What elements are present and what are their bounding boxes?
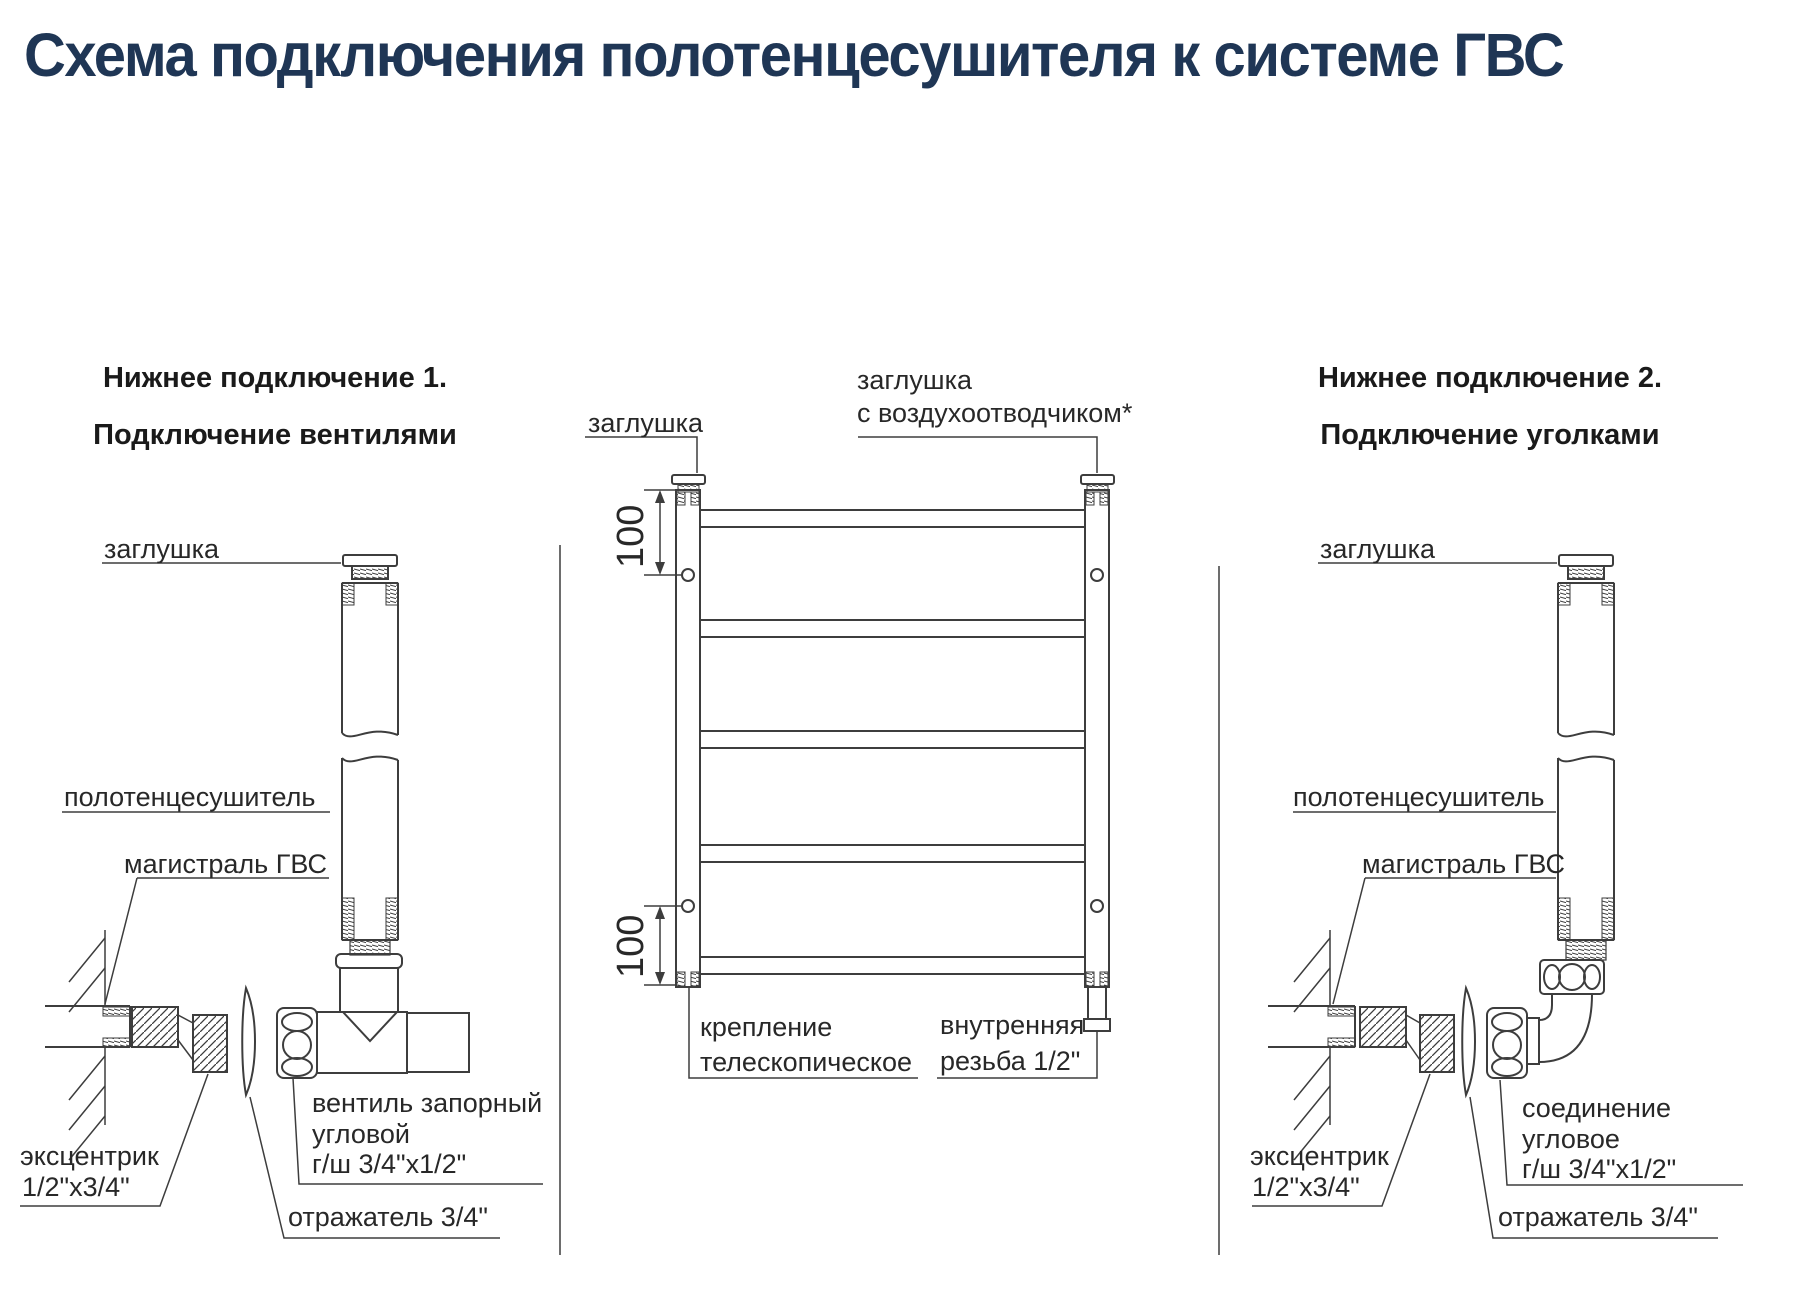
- label-valve-line1: вентиль запорный: [312, 1088, 543, 1118]
- plug-cap-right: [1559, 555, 1613, 579]
- label-elbow-line1: соединение: [1522, 1093, 1672, 1123]
- leader-main-left: [105, 878, 329, 1004]
- towel-rail-pipe-right: [1558, 583, 1614, 940]
- right-diagram-drawing: [1252, 555, 1743, 1238]
- label-mount-line2: телескопическое: [700, 1047, 913, 1077]
- wall-pipe-right: [1268, 1006, 1355, 1047]
- label-towel-rail-left: полотенцесушитель: [64, 782, 316, 812]
- label-valve-line2: угловой: [312, 1119, 410, 1149]
- label-eccentric-left-line1: эксцентрик: [20, 1141, 159, 1171]
- plug-cap-left: [343, 555, 397, 579]
- label-eccentric-right-line1: эксцентрик: [1250, 1141, 1389, 1171]
- reflector-left: [242, 988, 255, 1095]
- leader-plug-center: [585, 437, 697, 473]
- label-valve-line3: г/ш 3/4"х1/2": [312, 1149, 467, 1179]
- wall-hatching-left: [69, 930, 105, 1160]
- label-reflector-left: отражатель 3/4": [288, 1202, 488, 1232]
- label-eccentric-left-line2: 1/2"х3/4": [22, 1172, 130, 1202]
- left-heading-line2: Подключение вентилями: [93, 419, 457, 451]
- left-heading-line1: Нижнее подключение 1.: [102, 362, 448, 394]
- elbow-fitting: [1487, 940, 1606, 1078]
- eccentric-fitting-right: [1360, 1007, 1454, 1072]
- label-thread-line1: внутренняя: [940, 1010, 1085, 1040]
- label-main-line-right: магистраль ГВС: [1362, 849, 1565, 879]
- towel-rail-posts: [676, 490, 1109, 987]
- label-elbow-line2: угловое: [1522, 1124, 1620, 1154]
- towel-rail-pipe-left: [342, 583, 398, 940]
- label-towel-rail-right: полотенцесушитель: [1293, 782, 1545, 812]
- label-plug-left: заглушка: [104, 534, 219, 564]
- telescopic-bracket: [1084, 987, 1110, 1031]
- reflector-right: [1462, 988, 1475, 1095]
- right-heading-line2: Подключение уголками: [1320, 419, 1660, 451]
- label-plug-right: заглушка: [1320, 534, 1435, 564]
- label-mount-line1: крепление: [700, 1012, 833, 1042]
- leader-main-right: [1333, 878, 1556, 1004]
- wall-hatching-right: [1294, 930, 1330, 1160]
- label-reflector-right: отражатель 3/4": [1498, 1202, 1698, 1232]
- center-rail-drawing: [585, 437, 1114, 1078]
- label-eccentric-right-line2: 1/2"х3/4": [1252, 1172, 1360, 1202]
- dimension-label-top: 100: [610, 504, 652, 568]
- page-title: Схема подключения полотенцесушителя к системе ГВС: [24, 21, 1564, 89]
- rail-caps: [672, 475, 1114, 492]
- rail-rungs: [700, 510, 1085, 974]
- label-elbow-line3: г/ш 3/4"х1/2": [1522, 1154, 1677, 1184]
- left-diagram-drawing: [20, 555, 543, 1238]
- eccentric-fitting-left: [132, 1007, 227, 1072]
- label-thread-line2: резьба 1/2": [940, 1046, 1081, 1076]
- right-heading-line1: Нижнее подключение 2.: [1317, 362, 1663, 394]
- label-main-line-left: магистраль ГВС: [124, 849, 327, 879]
- label-plug-center: заглушка: [588, 408, 703, 438]
- label-air-plug-line1: заглушка: [857, 365, 972, 395]
- leader-air-plug-center: [858, 437, 1097, 473]
- dimension-label-bottom: 100: [610, 914, 652, 978]
- wall-pipe-left: [45, 1006, 130, 1047]
- angle-valve: [277, 940, 469, 1078]
- label-air-plug-line2: с воздухоотводчиком*: [857, 398, 1133, 428]
